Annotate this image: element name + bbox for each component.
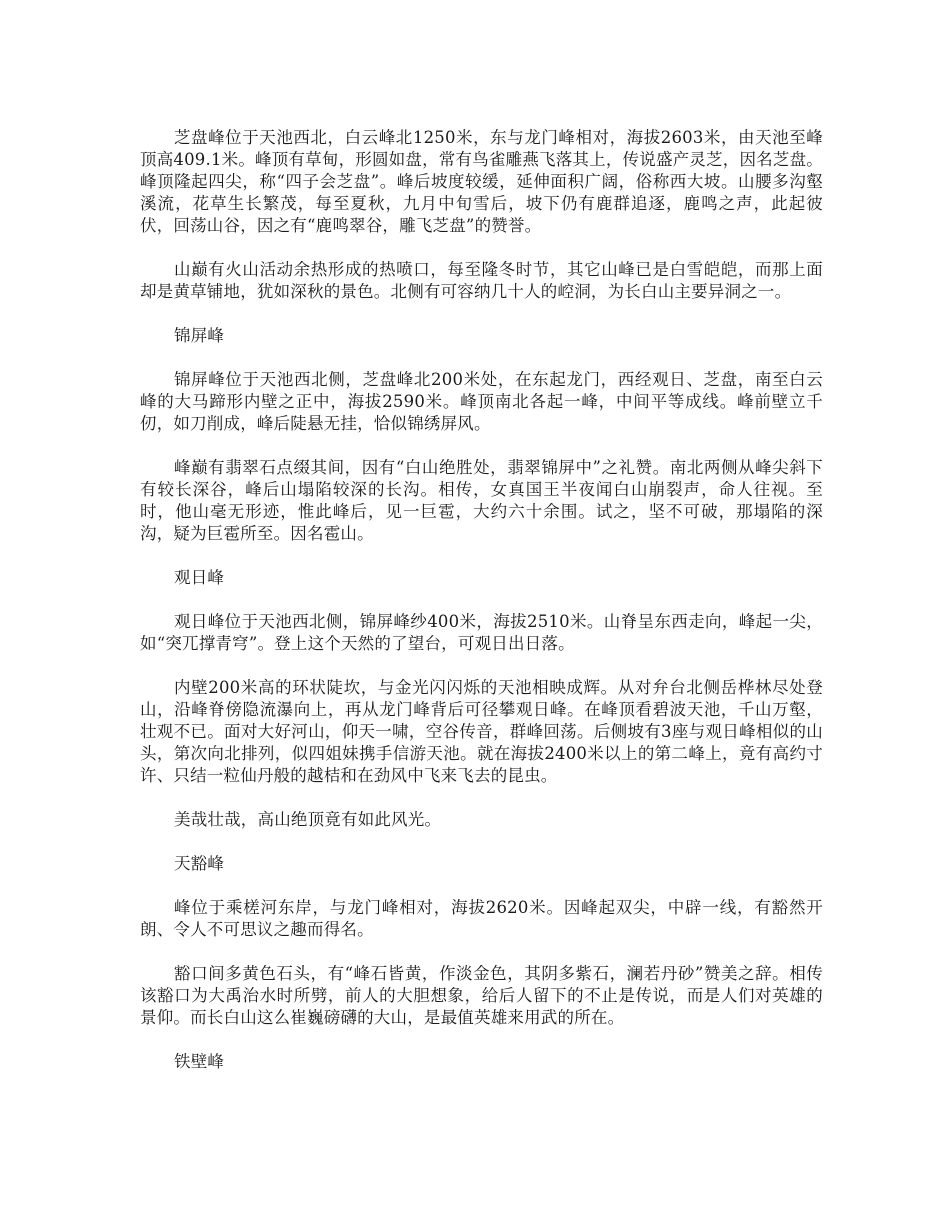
- paragraph-guanri-closing: 美哉壮哉，高山绝顶竟有如此风光。: [174, 810, 442, 829]
- paragraph-tianhuo-legend: 豁口间多黄色石头，有“峰石皆黄，作淡金色，其阴多紫石，澜若丹砂”赞美之辞。相传该豁口为大禹治水时所劈，前人的大胆想象，给后人留下的不止是传说，而是人们对英雄的景仰。而长白山这么崔巍磅礴的大山，是最值英雄来用武的所在。: [140, 964, 823, 1027]
- paragraph-jinping-legend: 峰巅有翡翠石点缀其间，因有“白山绝胜处，翡翠锦屏中”之礼赞。南北两侧从峰尖斜下有较长深谷，峰后山塌陷较深的长沟。相传，女真国王半夜闻白山崩裂声，命人往视。至时，他山毫无形迹，惟此峰后，见一巨雹，大约六十余围。试之，坚不可破，那塌陷的深沟，疑为巨雹所至。因名雹山。: [140, 458, 823, 543]
- paragraph-zhipan-summit: 山巅有火山活动余热形成的热喷口，每至隆冬时节，其它山峰已是白雪皑皑，而那上面却是黄草铺地，犹如深秋的景色。北侧有可容纳几十人的崆洞，为长白山主要异洞之一。: [140, 260, 823, 301]
- heading-jinping-peak: 锦屏峰: [174, 326, 225, 345]
- document-page: [140, 127, 823, 1095]
- paragraph-guanri-view: 内壁200米高的环状陡坎，与金光闪闪烁的天池相映成辉。从对弁台北侧岳桦林尽处登山，沿峰脊傍隐流瀑向上，再从龙门峰背后可径攀观日峰。在峰顶看碧波天池，千山万壑，壮观不已。面对大好河山，仰天一啸，空谷传音，群峰回荡。后侧坡有3座与观日峰相似的山头，第次向北排列，似四姐妹携手信游天池。就在海拔2400米以上的第二峰上，竟有高约寸许、只结一粒仙丹般的越桔和在劲风中飞来飞去的昆虫。: [140, 678, 823, 785]
- paragraph-zhipan-intro: 芝盘峰位于天池西北，白云峰北1250米，东与龙门峰相对，海拔2603米，由天池至峰顶高409.1米。峰顶有草甸，形圆如盘，常有鸟雀雕燕飞落其上，传说盛产灵芝，因名芝盘。峰顶隆起四尖，称“四子会芝盘”。峰后坡度较缓，延伸面积广阔，俗称西大坡。山腰多沟壑溪流，花草生长繁茂，每至夏秋，九月中旬雪后，坡下仍有鹿群追逐，鹿鸣之声，此起彼伏，回荡山谷，因之有“鹿鸣翠谷，雕飞芝盘”的赞誉。: [140, 128, 823, 235]
- heading-guanri-peak: 观日峰: [174, 568, 225, 587]
- heading-tianhuo-peak: 天豁峰: [174, 854, 225, 873]
- heading-tiebi-peak: 铁壁峰: [174, 1052, 225, 1071]
- paragraph-tianhuo-intro: 峰位于乘槎河东岸，与龙门峰相对，海拔2620米。因峰起双尖，中辟一线，有豁然开朗、令人不可思议之趣而得名。: [140, 898, 823, 939]
- paragraph-guanri-intro: 观日峰位于天池西北侧，锦屏峰纱400米，海拔2510米。山脊呈东西走向，峰起一尖，如“突兀撑青穹”。登上这个天然的了望台，可观日出日落。: [140, 612, 823, 653]
- paragraph-jinping-intro: 锦屏峰位于天池西北侧，芝盘峰北200米处，在东起龙门，西经观日、芝盘，南至白云峰的大马蹄形内壁之正中，海拔2590米。峰顶南北各起一峰，中间平等成线。峰前壁立千仞，如刀削成，峰后陡悬无挂，恰似锦绣屏风。: [140, 370, 823, 433]
